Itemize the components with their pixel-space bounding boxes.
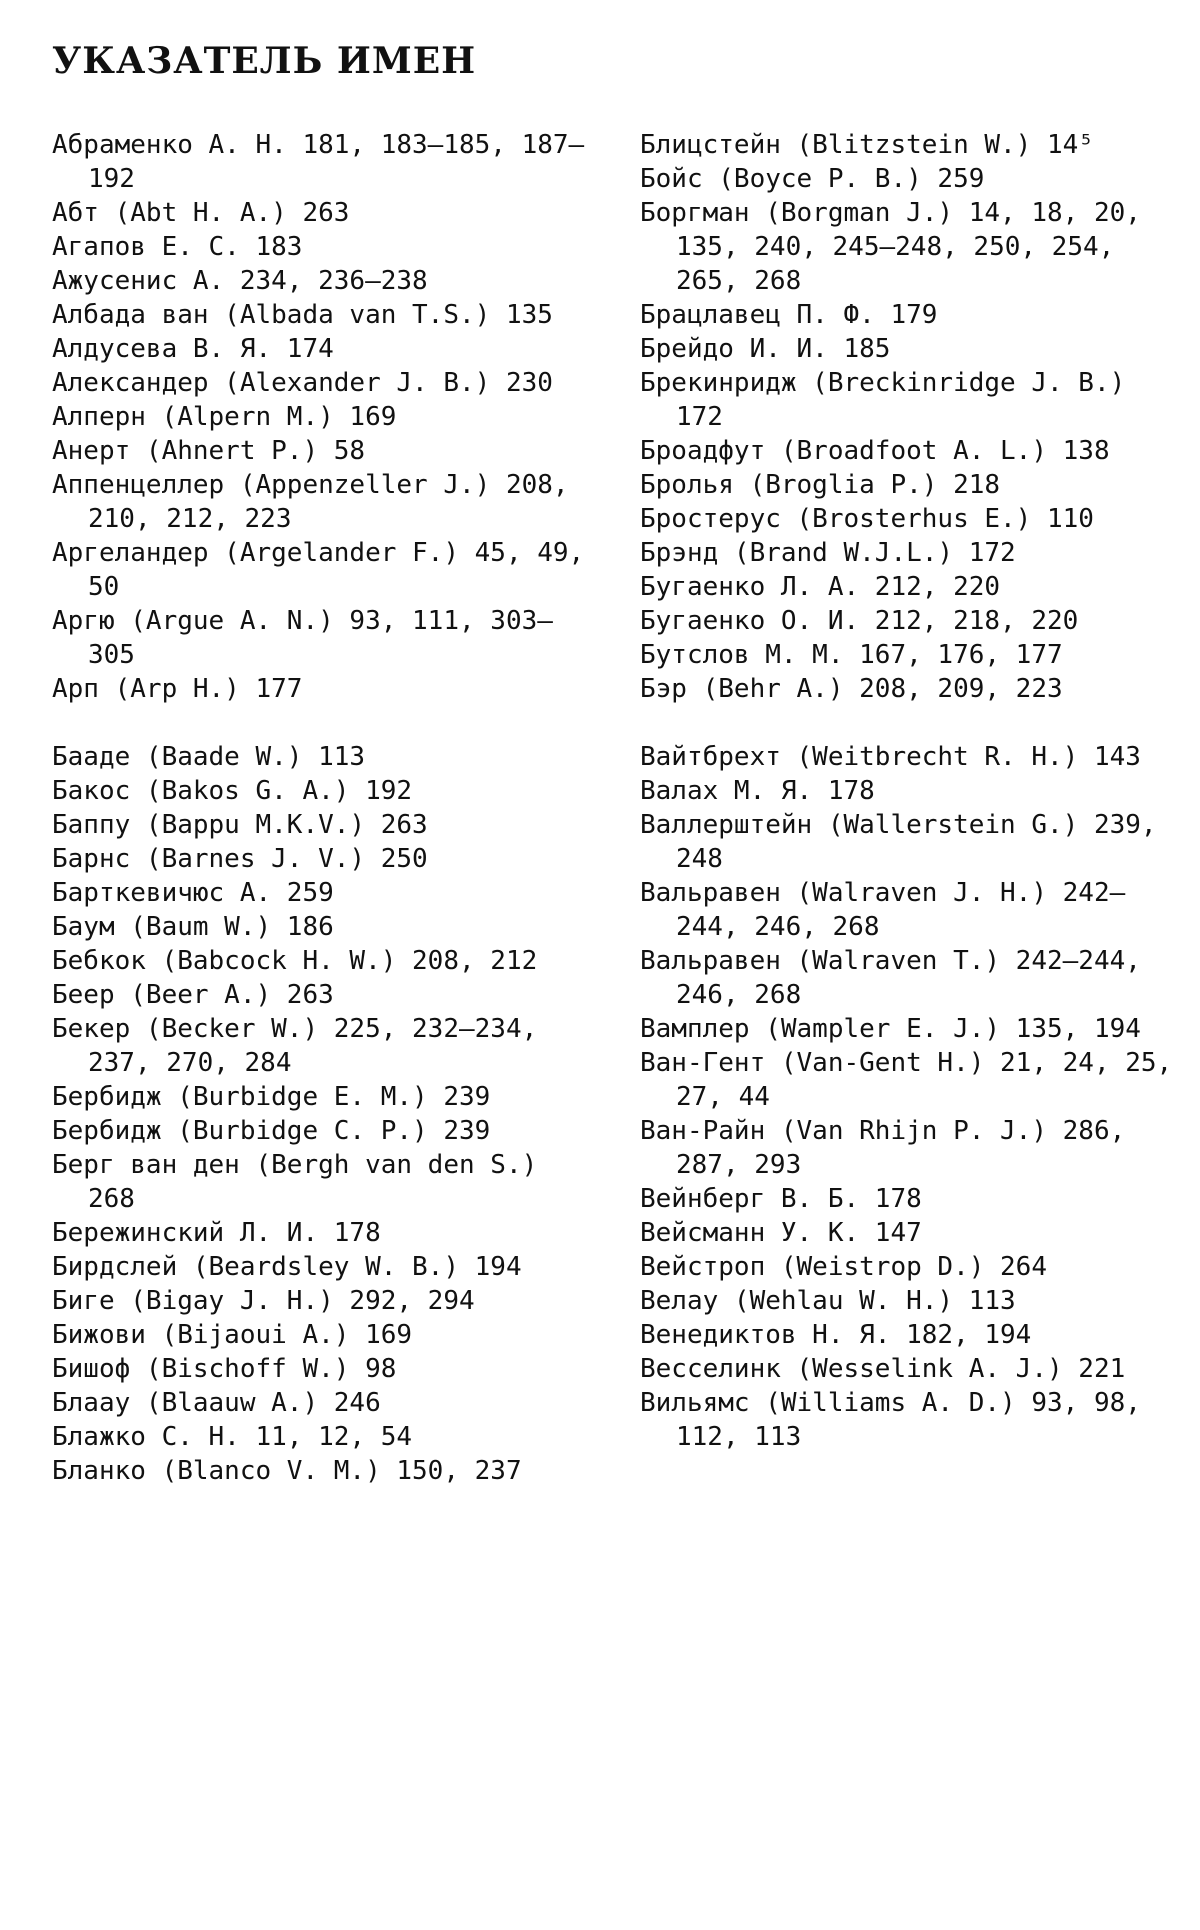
- index-entry: Бойс (Boyce P. B.) 259: [640, 164, 985, 194]
- index-entry: Валлерштейн (Wallerstein G.) 239, 248: [640, 810, 1157, 874]
- page-title: УКАЗАТЕЛЬ ИМЕН: [52, 40, 477, 82]
- index-entry: Абраменко А. Н. 181, 183—185, 187—192: [52, 130, 585, 194]
- index-letter-gap: [640, 706, 1185, 740]
- index-entry: Бережинский Л. И. 178: [52, 1218, 381, 1248]
- index-entry: Бижови (Bijaoui A.) 169: [52, 1320, 413, 1350]
- index-entry: Весселинк (Wesselink A. J.) 221: [640, 1354, 1126, 1384]
- index-entry: Аппенцеллер (Appenzeller J.) 208, 210, 212, 223: [52, 470, 569, 534]
- index-entry: Брэнд (Brand W.J.L.) 172: [640, 538, 1016, 568]
- index-entry: Бекер (Becker W.) 225, 232—234, 237, 270, 284: [52, 1014, 538, 1078]
- index-entry: Бростерус (Brosterhus E.) 110: [640, 504, 1094, 534]
- index-entry: Бишоф (Bischoff W.) 98: [52, 1354, 397, 1384]
- index-entry: Велау (Wehlau W. H.) 113: [640, 1286, 1016, 1316]
- index-column-left: [52, 128, 597, 1488]
- index-entry: Боргман (Borgman J.) 14, 18, 20, 135, 240, 245—248, 250, 254, 265, 268: [640, 198, 1141, 296]
- index-entry: Бролья (Broglia P.) 218: [640, 470, 1001, 500]
- index-entry: Вейсманн У. К. 147: [640, 1218, 922, 1248]
- index-entry: Бааде (Baade W.) 113: [52, 742, 366, 772]
- index-entry: Вильямс (Williams A. D.) 93, 98, 112, 113: [640, 1388, 1141, 1452]
- index-entry: Ван-Райн (Van Rhijn P. J.) 286, 287, 293: [640, 1116, 1126, 1180]
- index-entry: Александер (Alexander J. B.) 230: [52, 368, 553, 398]
- index-entry: Бэр (Behr A.) 208, 209, 223: [640, 674, 1063, 704]
- index-entry: Анерт (Ahnert P.) 58: [52, 436, 366, 466]
- index-entry: Барткевичюс А. 259: [52, 878, 334, 908]
- index-entry: Абт (Abt H. A.) 263: [52, 198, 350, 228]
- index-entry: Брекинридж (Breckinridge J. B.) 172: [640, 368, 1126, 432]
- index-entry: Вайтбрехт (Weitbrecht R. H.) 143: [640, 742, 1141, 772]
- index-entry: Барнс (Barnes J. V.) 250: [52, 844, 428, 874]
- index-entry: Броадфут (Broadfoot A. L.) 138: [640, 436, 1110, 466]
- index-entry: Беер (Beer A.) 263: [52, 980, 334, 1010]
- index-entry: Бакос (Bakos G. A.) 192: [52, 776, 413, 806]
- index-entry: Бутслов М. М. 167, 176, 177: [640, 640, 1063, 670]
- index-entry: Агапов Е. С. 183: [52, 232, 303, 262]
- index-entry: Вальравен (Walraven J. H.) 242—244, 246, 268: [640, 878, 1126, 942]
- index-entry: Вамплер (Wampler E. J.) 135, 194: [640, 1014, 1141, 1044]
- index-entry: Ван-Гент (Van-Gent H.) 21, 24, 25, 27, 44: [640, 1048, 1173, 1112]
- index-entry: Валах М. Я. 178: [640, 776, 875, 806]
- index-entry: Брацлавец П. Ф. 179: [640, 300, 938, 330]
- index-entry: Вейнберг В. Б. 178: [640, 1184, 922, 1214]
- index-letter-gap: [52, 706, 597, 740]
- index-entry: Блажко С. Н. 11, 12, 54: [52, 1422, 413, 1452]
- index-entry: Блаау (Blaauw A.) 246: [52, 1388, 381, 1418]
- index-entry: Бугаенко Л. А. 212, 220: [640, 572, 1001, 602]
- index-entry: Берг ван ден (Bergh van den S.) 268: [52, 1150, 538, 1214]
- index-entry: Албада ван (Albada van T.S.) 135: [52, 300, 553, 330]
- index-entry: Биге (Bigay J. H.) 292, 294: [52, 1286, 475, 1316]
- index-entry: Баппу (Bappu M.K.V.) 263: [52, 810, 428, 840]
- index-entry: Блицстейн (Blitzstein W.) 14⁵: [640, 130, 1094, 160]
- index-entry: Ажусенис А. 234, 236—238: [52, 266, 428, 296]
- index-entry: Бугаенко О. И. 212, 218, 220: [640, 606, 1079, 636]
- index-entry: Бербидж (Burbidge E. M.) 239: [52, 1082, 491, 1112]
- index-column-right: [640, 128, 1185, 1454]
- index-entry: Аргеландер (Argelander F.) 45, 49, 50: [52, 538, 585, 602]
- index-entry: Вейстроп (Weistrop D.) 264: [640, 1252, 1047, 1282]
- index-entry: Бербидж (Burbidge C. P.) 239: [52, 1116, 491, 1146]
- index-entry: Аргю (Argue A. N.) 93, 111, 303—305: [52, 606, 553, 670]
- index-entry: Венедиктов Н. Я. 182, 194: [640, 1320, 1032, 1350]
- index-entry: Вальравен (Walraven T.) 242—244, 246, 268: [640, 946, 1141, 1010]
- index-entry: Бланко (Blanco V. M.) 150, 237: [52, 1456, 522, 1486]
- index-entry: Бирдслей (Beardsley W. B.) 194: [52, 1252, 522, 1282]
- index-entry: Брейдо И. И. 185: [640, 334, 891, 364]
- index-entry: Алперн (Alpern M.) 169: [52, 402, 397, 432]
- index-entry: Арп (Arp H.) 177: [52, 674, 303, 704]
- index-entry: Бебкок (Babcock H. W.) 208, 212: [52, 946, 538, 976]
- index-entry: Баум (Baum W.) 186: [52, 912, 334, 942]
- index-entry: Алдусева В. Я. 174: [52, 334, 334, 364]
